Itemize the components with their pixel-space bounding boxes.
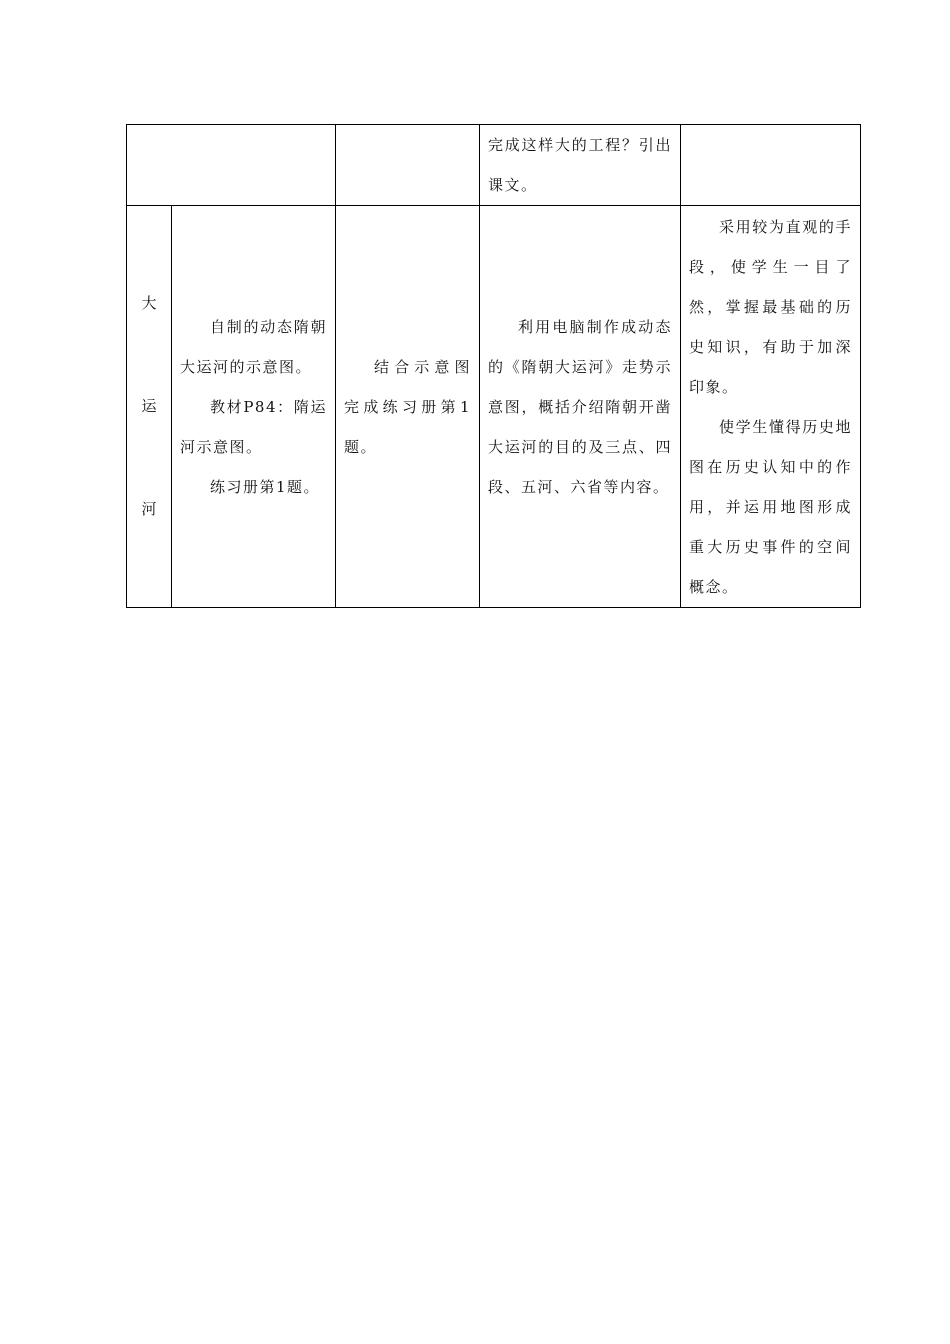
paragraph: 使学生懂得历史地图在历史认知中的作用，并运用地图形成重大历史事件的空间概念。: [689, 417, 852, 596]
paragraph: 结合示意图完成练习册第1题。: [344, 357, 471, 456]
teacher-activity-cell: [480, 206, 681, 608]
paragraph: 自制的动态隋朝大运河的示意图。: [180, 317, 327, 376]
paragraph: 练习册第1题。: [210, 477, 321, 496]
design-intent-cell: [681, 206, 861, 608]
table-row: [127, 125, 861, 206]
materials-cell: [172, 206, 336, 608]
topic-char: 运: [141, 397, 157, 415]
cell-empty-activity: [336, 125, 480, 206]
topic-char: 大: [141, 294, 157, 312]
paragraph: 教材P84：隋运河示意图。: [180, 397, 327, 456]
cell-teacher-activity-continued: [480, 125, 681, 206]
paragraph: 完成这样大的工程？引出课文。: [488, 136, 672, 194]
topic-char: 河: [141, 500, 157, 518]
topic-cell: [127, 206, 172, 608]
paragraph: 采用较为直观的手段，使学生一目了然，掌握最基础的历史知识，有助于加深印象。: [689, 217, 852, 396]
lesson-plan-table: [126, 124, 861, 608]
table-row: [127, 206, 861, 608]
student-activity-cell: [336, 206, 480, 608]
paragraph: 利用电脑制作成动态的《隋朝大运河》走势示意图，概括介绍隋朝开凿大运河的目的及三点、四段、五河、六省等内容。: [488, 317, 672, 496]
cell-empty-intent: [681, 125, 861, 206]
cell-empty-topic: [127, 125, 336, 206]
topic-vertical-text: [141, 252, 156, 561]
